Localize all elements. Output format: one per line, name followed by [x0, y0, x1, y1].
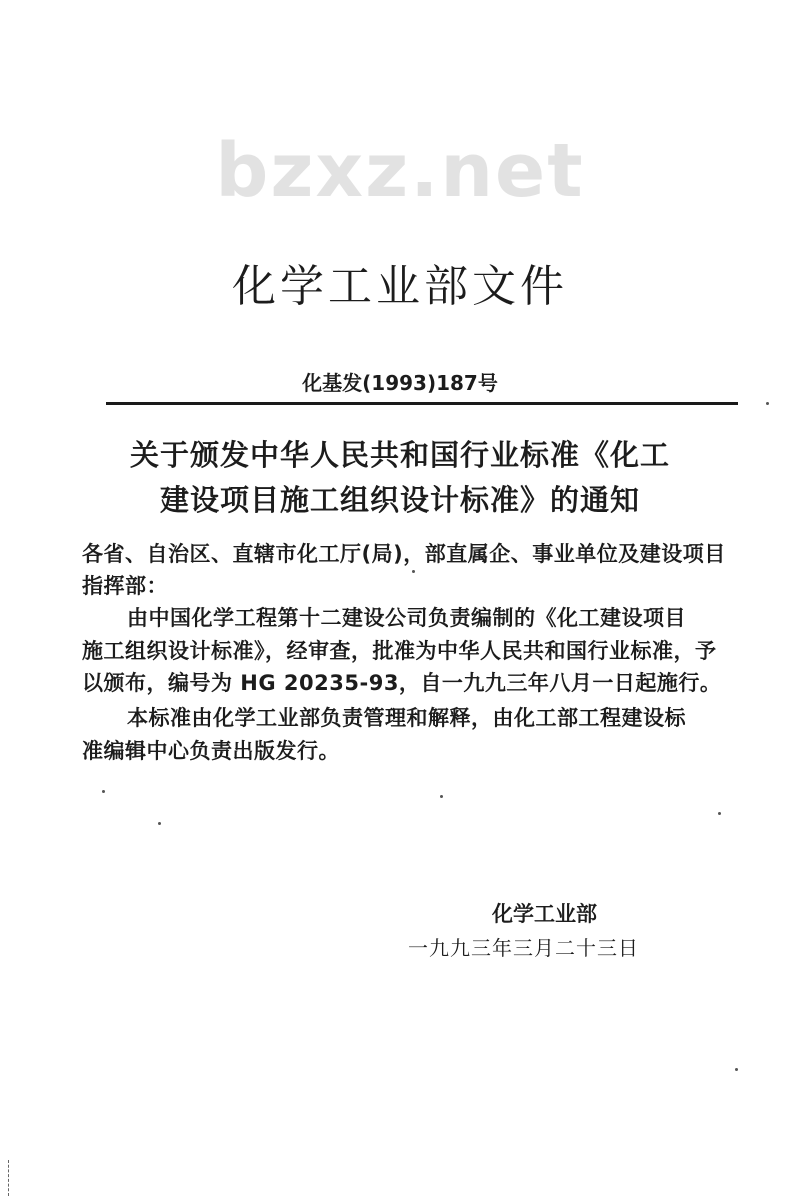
header-rule: [106, 402, 738, 405]
signature-date: 一九九三年三月二十三日: [408, 936, 639, 960]
paragraph2-line-2: 准编辑中心负责出版发行。: [82, 739, 340, 763]
addressee-line-2: 指挥部：: [82, 574, 168, 598]
paragraph1-line-1: 由中国化学工程第十二建设公司负责编制的《化工建设项目: [127, 606, 686, 630]
scan-speck: [440, 795, 443, 798]
subject-line-1: 关于颁发中华人民共和国行业标准《化工: [129, 438, 670, 472]
document-number: 化基发(1993)187号: [302, 371, 498, 395]
scan-speck: [158, 822, 161, 825]
subject-line-2: 建设项目施工组织设计标准》的通知: [159, 483, 640, 517]
addressee-line-1: 各省、自治区、直辖市化工厅(局)，部直属企、事业单位及建设项目: [82, 542, 726, 566]
paragraph2-line-1: 本标准由化学工业部负责管理和解释，由化工部工程建设标: [127, 706, 686, 730]
document-title: 化学工业部文件: [232, 261, 568, 312]
scan-speck: [102, 790, 105, 793]
paragraph1-line-2: 施工组织设计标准》，经审查，批准为中华人民共和国行业标准，予: [82, 639, 717, 663]
scan-speck: [735, 1068, 738, 1071]
scan-speck: [766, 402, 769, 405]
scan-edge-mark: [8, 1160, 10, 1196]
paragraph1-line-3: 以颁布，编号为 HG 20235-93，自一九九三年八月一日起施行。: [82, 671, 722, 695]
scan-speck: [412, 570, 415, 573]
watermark: bzxz.net: [215, 128, 585, 214]
scan-speck: [718, 812, 721, 815]
signature-organization: 化学工业部: [492, 902, 597, 926]
